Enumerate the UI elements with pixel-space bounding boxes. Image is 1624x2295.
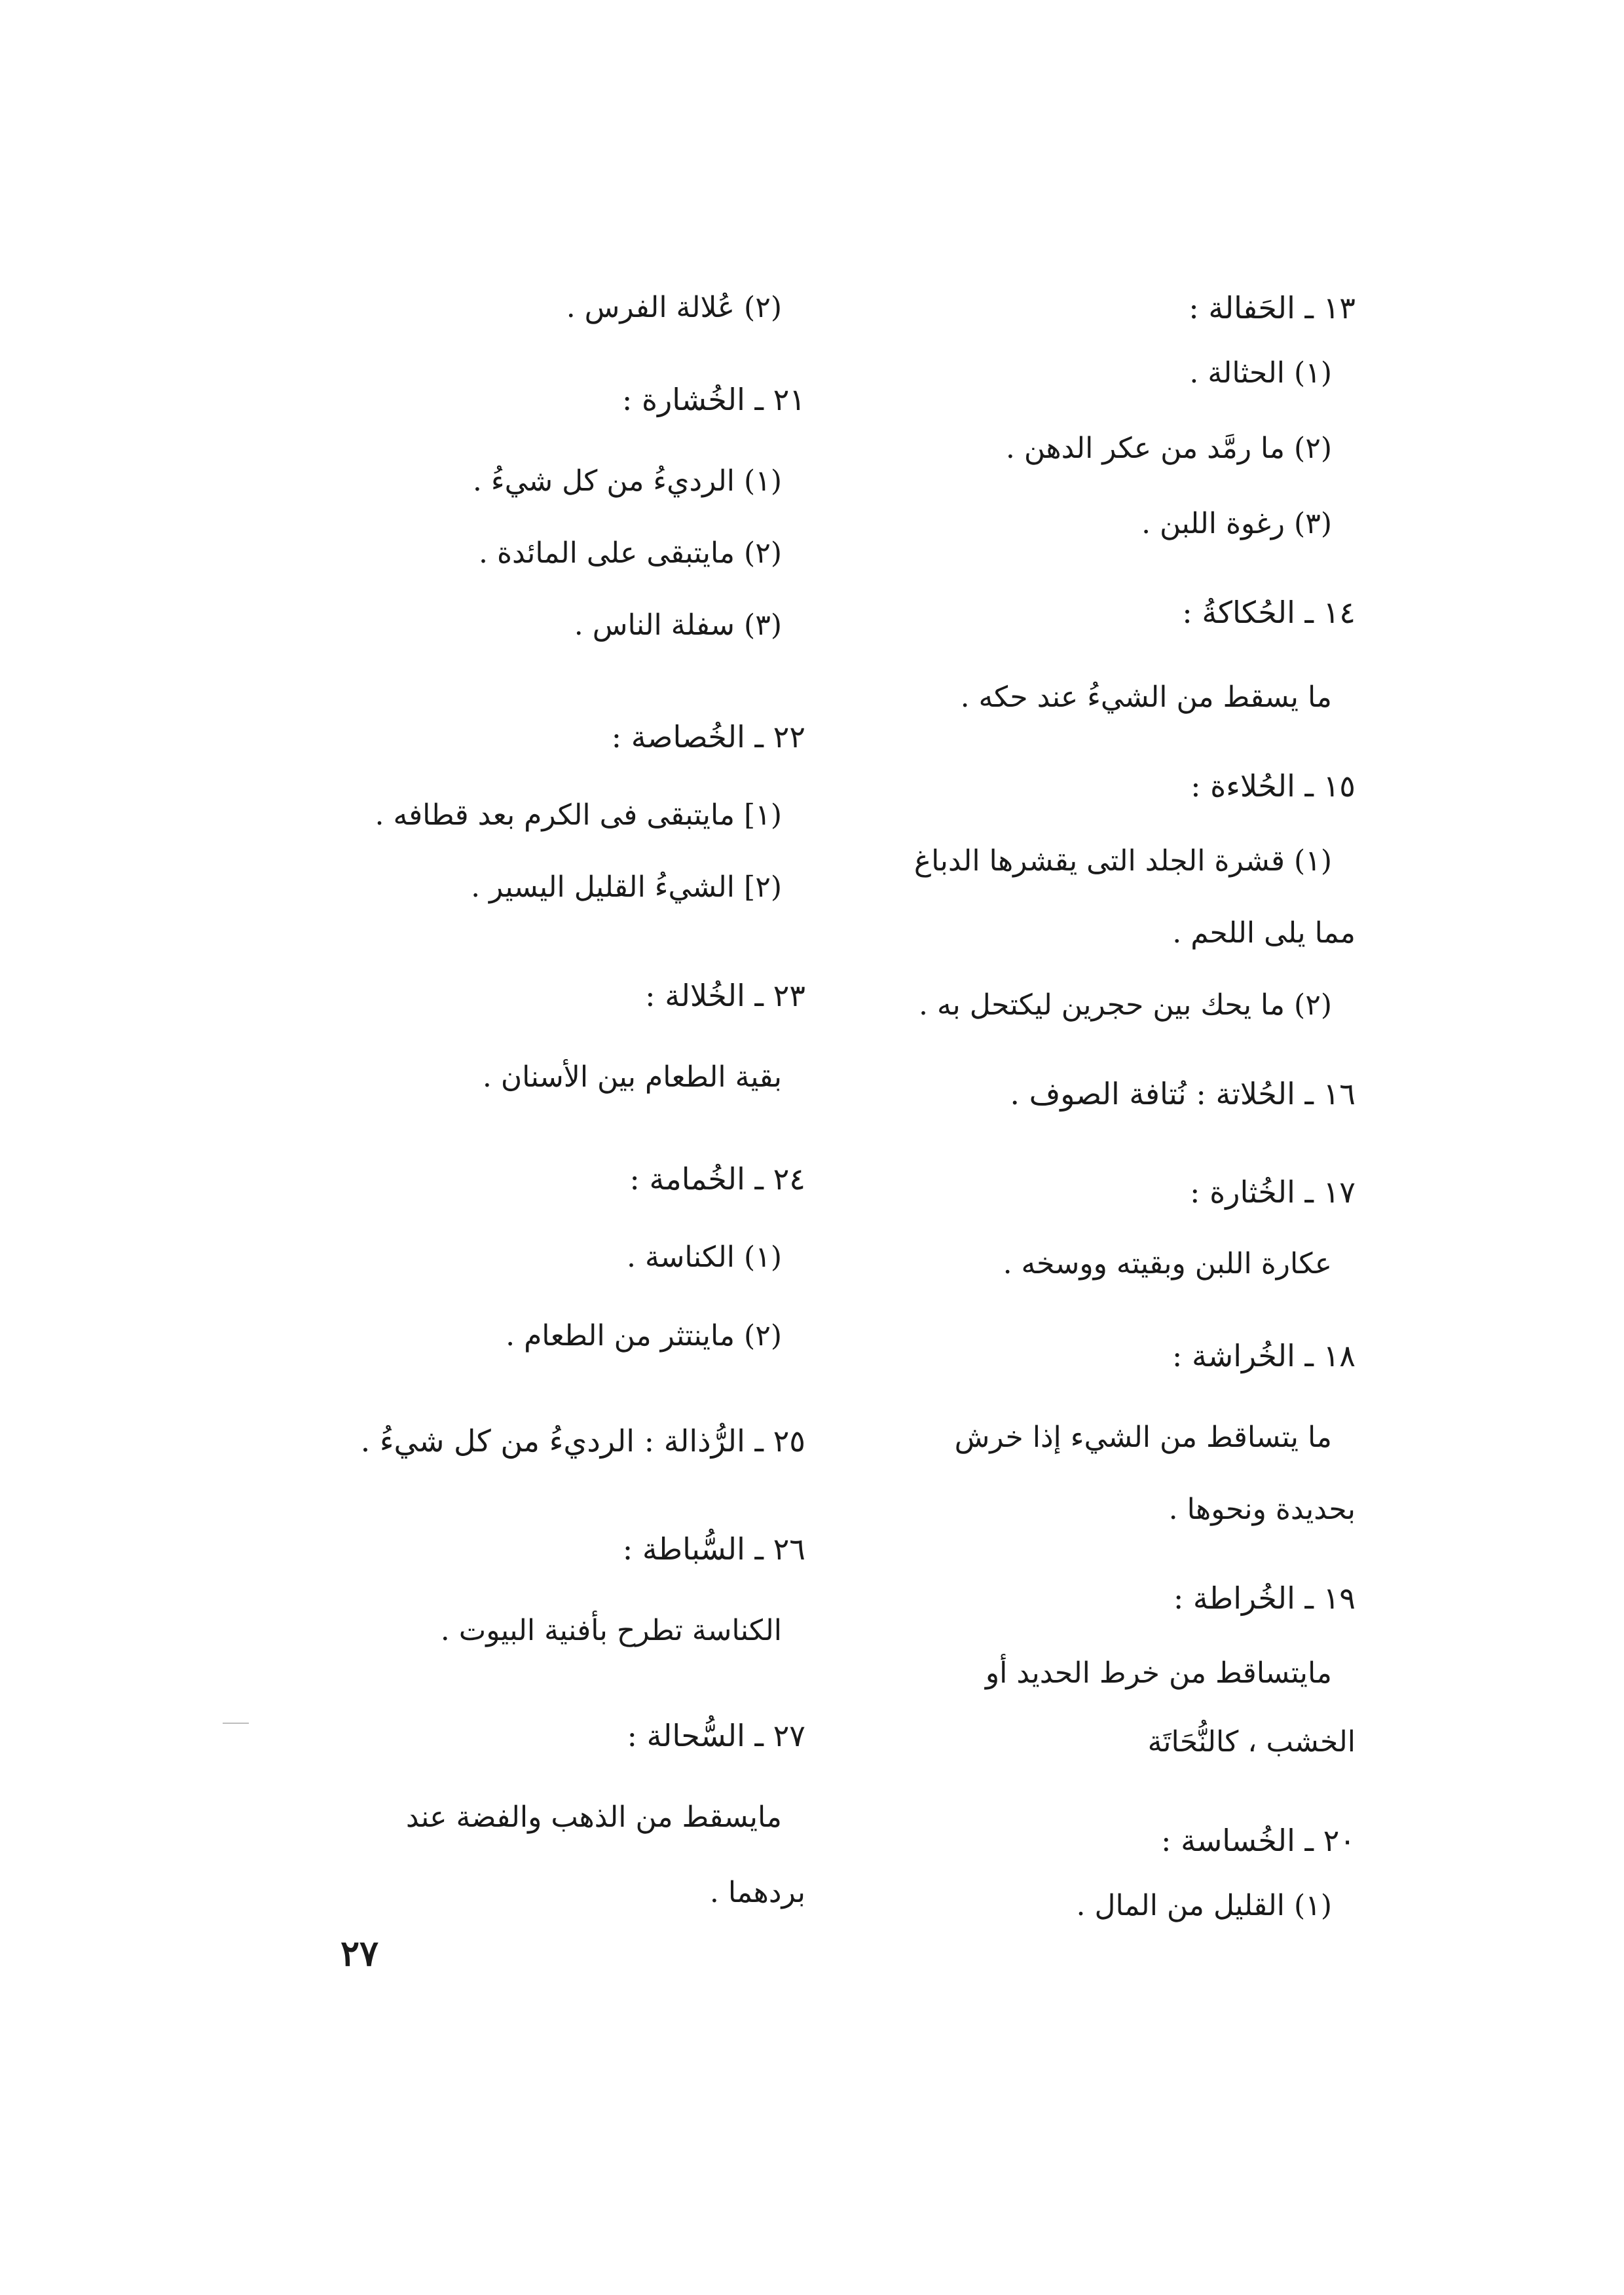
entry-heading-15: ١٥ ـ الحُلاءة :: [1190, 768, 1356, 804]
entry-line: (٣) رغوة اللبن .: [1141, 507, 1332, 540]
entry-heading-16: ١٦ ـ الحُلاتة : نُتافة الصوف .: [1010, 1076, 1356, 1111]
entry-line: (١) القليل من المال .: [1076, 1889, 1332, 1922]
entry-heading-26: ٢٦ ـ السُّباطة :: [622, 1531, 805, 1567]
entry-line: الخشب ، كالنُّحَاتَة: [1147, 1725, 1356, 1759]
entry-line: (٢] الشيءُ القليل اليسير .: [471, 870, 782, 904]
entry-heading-23: ٢٣ ـ الخُلالة :: [645, 978, 805, 1013]
entry-heading-19: ١٩ ـ الخُراطة :: [1173, 1580, 1356, 1616]
page-number: ٢٧: [341, 1932, 379, 1974]
entry-line: (٢) مايتبقى على المائدة .: [479, 536, 782, 570]
entry-line: عكارة اللبن وبقيته ووسخه .: [1003, 1247, 1332, 1280]
entry-line: ما يتساقط من الشيء إذا خرش: [954, 1421, 1332, 1454]
entry-line: (١) قشرة الجلد التى يقشرها الدباغ: [913, 844, 1332, 878]
entry-line: (٢) ما رمَّد من عكر الدهن .: [1005, 432, 1332, 465]
entry-line: مايسقط من الذهب والفضة عند: [405, 1801, 782, 1834]
entry-line: (١) الكناسة .: [626, 1241, 782, 1274]
entry-heading-14: ١٤ ـ الحُكاكةُ :: [1182, 595, 1356, 630]
margin-mark: [223, 1723, 249, 1724]
entry-line: مما يلى اللحم .: [1172, 916, 1356, 950]
entry-heading-18: ١٨ ـ الخُراشة :: [1172, 1338, 1356, 1373]
entry-line: (٢) ماينتثر من الطعام .: [506, 1319, 782, 1353]
entry-line: الكناسة تطرح بأفنية البيوت .: [440, 1614, 782, 1647]
entry-line: مايتساقط من خرط الحديد أو: [985, 1656, 1332, 1690]
entry-heading-27: ٢٧ ـ السُّحالة :: [627, 1718, 805, 1753]
entry-heading-25: ٢٥ ـ الرُّذالة : الرديءُ من كل شيءُ .: [360, 1423, 805, 1459]
entry-line: بردهما .: [709, 1876, 805, 1909]
entry-line: (١] مايتبقى فى الكرم بعد قطافه .: [375, 798, 782, 832]
entry-heading-21: ٢١ ـ الخُشارة :: [621, 382, 805, 417]
entry-heading-13: ١٣ ـ الحَفالة :: [1189, 290, 1356, 326]
entry-heading-17: ١٧ ـ الخُثارة :: [1190, 1174, 1356, 1210]
entry-line: (٢) ما يحك بين حجرين ليكتحل به .: [918, 988, 1332, 1022]
entry-line: (٢) عُلالة الفرس .: [566, 291, 782, 324]
entry-line: (١) الحثالة .: [1189, 356, 1332, 390]
entry-heading-24: ٢٤ ـ الخُمامة :: [629, 1161, 805, 1197]
entry-heading-20: ٢٠ ـ الخُساسة :: [1160, 1823, 1356, 1858]
entry-line: ما يسقط من الشيءُ عند حكه .: [960, 681, 1332, 714]
entry-line: (١) الرديءُ من كل شيءُ .: [472, 464, 782, 498]
entry-line: (٣) سفلة الناس .: [574, 608, 782, 642]
entry-heading-22: ٢٢ ـ الخُصاصة :: [611, 719, 805, 755]
entry-line: بقية الطعام بين الأسنان .: [482, 1060, 782, 1094]
entry-line: بحديدة ونحوها .: [1168, 1493, 1356, 1526]
